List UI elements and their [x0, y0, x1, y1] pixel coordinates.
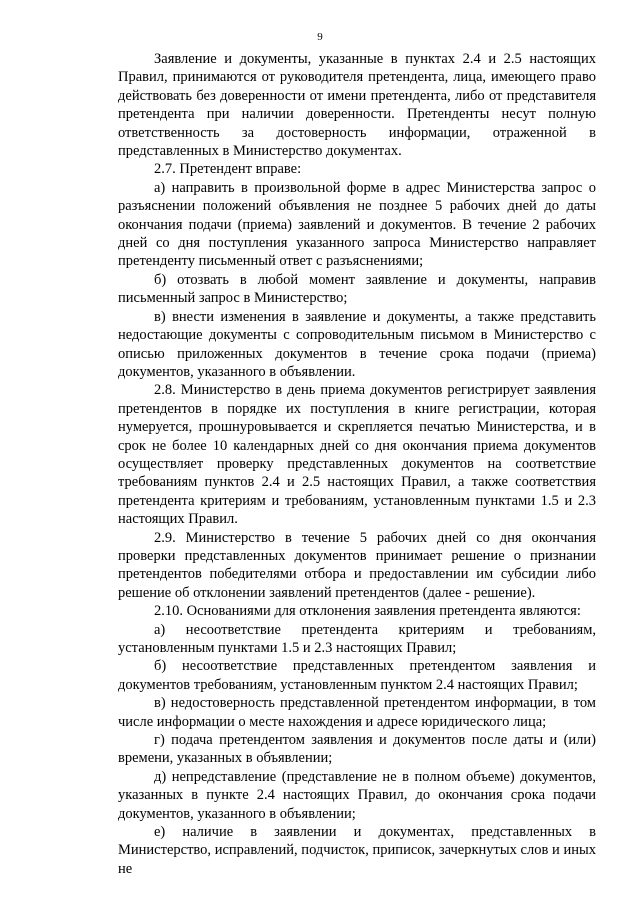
- paragraph-2-10-b: б) несоответствие представленных претендентом заявления и документов требованиям, установленным пунктом 2.4 настоящих Правил;: [118, 658, 596, 693]
- paragraph-2-10-a: а) несоответствие претендента критериям и требованиям, установленным пунктами 1.5 и 2.3 настоящих Правил;: [118, 621, 596, 656]
- paragraph-2-9: 2.9. Министерство в течение 5 рабочих дней со дня окончания проверки представленных документов принимает решение о признании претендентов победителями отбора и предоставлении им субсидии либо решение об отклонении заявлений претендентов (далее - решение).: [118, 529, 596, 601]
- paragraph-application-acceptance: Заявление и документы, указанные в пунктах 2.4 и 2.5 настоящих Правил, принимаются от руководителя претендента, лица, имеющего право действовать без доверенности от имени претендента, либо от представителя претендента при наличии доверенности. Претенденты несут полную ответственность за достоверность информации, отраженной в представленных в Министерство документах.: [118, 51, 596, 160]
- paragraph-2-7-heading: 2.7. Претендент вправе:: [154, 161, 302, 178]
- paragraph-2-10-heading: 2.10. Основаниями для отклонения заявления претендента являются:: [154, 603, 581, 620]
- paragraph-2-7-a: а) направить в произвольной форме в адрес Министерства запрос о разъяснении положений объявления не позднее 5 рабочих дней до даты окончания подачи (приема) заявлений и документов. В течение 2 рабочих дней со дня поступления указанного запроса Министерство направляет претенденту письменный ответ с разъяснениями;: [118, 179, 596, 270]
- paragraph-2-10-e: е) наличие в заявлении и документах, представленных в Министерство, исправлений, подчисток, приписок, зачеркнутых слов и иных не: [118, 824, 596, 877]
- paragraph-2-10-g: г) подача претендентом заявления и документов после даты и (или) времени, указанных в объявлении;: [118, 732, 596, 767]
- paragraph-2-10-d: д) непредставление (представление не в полном объеме) документов, указанных в пункте 2.4 настоящих Правил, до окончания срока подачи документов, указанного в объявлении;: [118, 768, 596, 822]
- paragraph-2-10-v: в) недостоверность представленной претендентом информации, в том числе информации о месте нахождения и адресе юридического лица;: [118, 695, 596, 730]
- paragraph-2-8: 2.8. Министерство в день приема документов регистрирует заявления претендентов в порядке их поступления в книге регистрации, которая нумеруется, прошнуровывается и скрепляется печатью Министерства, и в срок не более 10 календарных дней со дня окончания приема документов осуществляет проверку представленных документов на соответствие требованиям пунктов 2.4 и 2.5 настоящих Правил, а также соответствия претендента критериям и требованиям, установленным пунктами 1.5 и 2.3 настоящих Правил.: [118, 382, 596, 528]
- paragraph-2-7-v: в) внести изменения в заявление и документы, а также представить недостающие документы с сопроводительным письмом в Министерство с описью приложенных документов в течение срока подачи (приема) документов, указанного в объявлении.: [118, 308, 596, 380]
- paragraph-2-7-b: б) отозвать в любой момент заявление и документы, направив письменный запрос в Министерство;: [118, 271, 596, 307]
- document-body: [118, 50, 596, 878]
- page-number: 9: [317, 31, 323, 43]
